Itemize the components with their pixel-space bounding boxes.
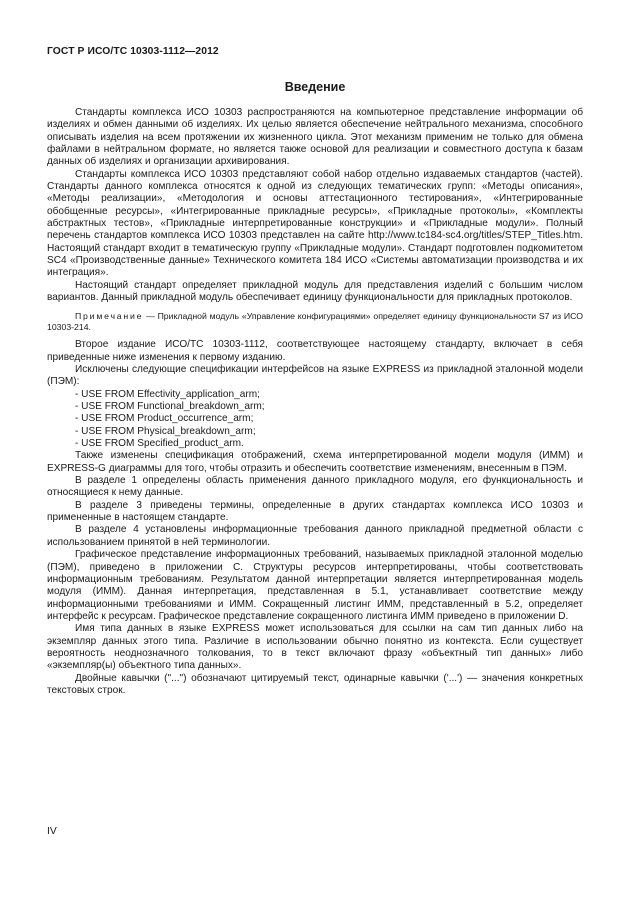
paragraph-12: Двойные кавычки ("...") обозначают цитируемый текст, одинарные кавычки ('...') — значения конкретных текстовых строк. xyxy=(47,672,583,696)
list-item: - USE FROM Effectivity_application_arm; xyxy=(75,388,260,400)
note xyxy=(47,311,583,334)
paragraph-4: Второе издание ИСО/ТС 10303-1112, соответствующее настоящему стандарту, включает в себя приведенные ниже изменения к первому изданию. xyxy=(47,339,583,363)
list-item: - USE FROM Product_occurrence_arm; xyxy=(75,413,254,425)
paragraph-2: Стандарты комплекса ИСО 10303 представляют собой набор отдельно издаваемых стандартов (частей). Стандарты данного комплекса относятся к одной из следующих тематических групп: «Методы описания», «Методы реализации», «Методология и основы аттестационного тестирования», «Интегрированные обобщенные ресурсы», «Интегрированные прикладные ресурсы», «Прикладные протоколы», «Комплекты абстрактных тестов», «Прикладные интерпретированные конструкции» и «Прикладные модули». Полный перечень стандартов комплекса ИСО 10303 представлен на сайте http://www.tc184-sc4.org/titles/STEP_Titles.htm. Настоящий стандарт входит в тематическую группу «Прикладные модули». Стандарт подготовлен подкомитетом SC4 «Производственные данные» Технического комитета 184 ИСО «Системы автоматизации производства и их интеграция». xyxy=(47,168,583,279)
paragraph-9: В разделе 4 установлены информационные требования данного прикладной предметной области с использованием принятой в ней терминологии. xyxy=(47,524,583,548)
list-item: - USE FROM Specified_product_arm. xyxy=(75,438,244,450)
paragraph-3: Настоящий стандарт определяет прикладной модуль для представления изделий с большим числом вариантов. Данный прикладной модуль обеспечивает единицу функциональности для прикладных протоколов. xyxy=(47,279,583,304)
document-code-header: ГОСТ Р ИСО/ТС 10303-1112—2012 xyxy=(47,46,219,57)
paragraph-10: Графическое представление информационных требований, называемых прикладной эталонной моделью (ПЭМ), приведено в приложении С. Структуры ресурсов интерпретированы, чтобы соответствовать информационным требованиям. Результатом данной интерпретации является интерпретированная модель модуля (ИММ). Данная интерпретация, представленная в 5.1, устанавливает соответствие между информационными требованиями и ИММ. Сокращенный листинг ИММ, представленный в 5.2, определяет интерфейс к ресурсам. Графическое представление сокращенного листинга ИММ приведено в приложении D. xyxy=(47,549,583,622)
list-item: - USE FROM Physical_breakdown_arm; xyxy=(75,425,256,437)
body-text xyxy=(47,107,583,697)
removed-interfaces-list xyxy=(47,389,583,451)
paragraph-8: В разделе 3 приведены термины, определенные в других стандартах комплекса ИСО 10303 и примененные в настоящем стандарте. xyxy=(47,499,583,524)
paragraph-7: В разделе 1 определены область применения данного прикладного модуля, его функциональность и относящиеся к нему данные. xyxy=(47,475,583,499)
page-number: IV xyxy=(47,826,57,837)
paragraph-11: Имя типа данных в языке EXPRESS может использоваться для ссылки на сам тип данных либо на экземпляр данных этого типа. Различие в использовании обычно понятно из контекста. Если существует вероятность неоднозначного толкования, то в текст включают фразу «объектный тип данных» либо «экземпляр(ы) объектного типа данных». xyxy=(47,623,583,672)
note-label: Примечание xyxy=(75,310,144,321)
paragraph-6: Также изменены спецификация отображений, схема интерпретированной модели модуля (ИММ) и EXPRESS-G диаграммы для того, чтобы отразить и обеспечить соответствие изменениям, внесенным в ПЭМ. xyxy=(47,450,583,474)
note-text: — Прикладной модуль «Управление конфигурациями» определяет единицу функциональности S7 из ИСО 10303-214. xyxy=(47,310,583,332)
list-item: - USE FROM Functional_breakdown_arm; xyxy=(75,401,265,413)
paragraph-1: Стандарты комплекса ИСО 10303 распространяются на компьютерное представление информации об изделиях и обмен данными об изделиях. Их целью является обеспечение нейтрального механизма, способного описывать изделия на всем протяжении их жизненного цикла. Этот механизм применим не только для обмена файлами в нейтральном формате, но является также основой для реализации и совместного доступа к базам данных об изделиях и организации архивирования. xyxy=(47,107,583,168)
paragraph-5: Исключены следующие спецификации интерфейсов на языке EXPRESS из прикладной эталонной модели (ПЭМ): xyxy=(47,364,583,388)
section-title: Введение xyxy=(284,80,346,94)
